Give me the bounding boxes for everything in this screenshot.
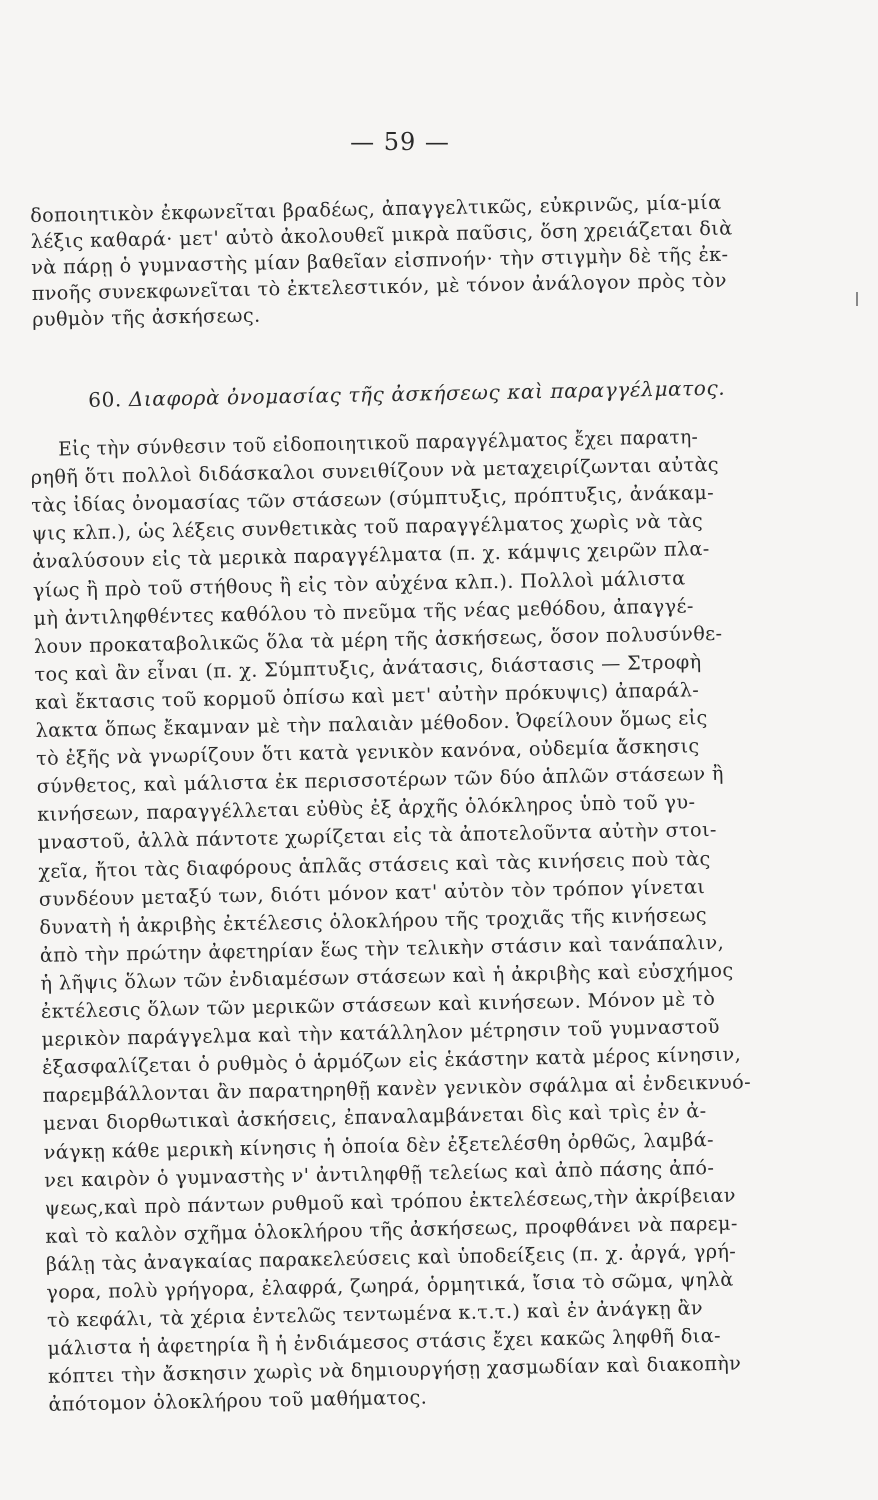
text-line: ρηθῆ ὅτι πολλοὶ διδάσκαλοι συνειθίζουν νὰ μεταχειρίζωνται αὐτὰς	[30, 452, 720, 490]
text-line: ἐξασφαλίζεται ὁ ρυθμὸς ὁ ἁρμόζων εἰς ἑκάστην κατὰ μέρος κίνησιν,	[41, 1042, 742, 1080]
text-line: τὸ ἑξῆς νὰ γνωρίζουν ὅτι κατὰ γενικὸν κανόνα, οὐδεμία ἄσκησις	[35, 734, 700, 771]
section-heading	[30, 374, 770, 412]
text-line: λουν προκαταβολικῶς ὅλα τὰ μέρη τῆς ἀσκήσεως, ὅσον πολυσύνθε-	[33, 621, 723, 658]
text-line: τὸ κεφάλι, τὰ χέρια ἐντελῶς τεντωμένα κ.τ.τ.) καὶ ἐν ἀνάγκῃ ἂν	[46, 1296, 704, 1332]
text-line: βάλῃ τὰς ἀναγκαίας παρακελεύσεις καὶ ὑποδείξεις (π. χ. ἀργά, γρή-	[45, 1239, 737, 1276]
text-line: Εἰς τὴν σύνθεσιν τοῦ εἰδοποιητικοῦ παραγγέλματος ἔχει παρατη-	[57, 425, 699, 461]
text-line: καὶ τὸ καλὸν σχῆμα ὁλοκλήρου τῆς ἀσκήσεως, προφθάνει νὰ παρεμ-	[45, 1211, 738, 1248]
text-line: μναστοῦ, ἀλλὰ πάντοτε χωρίζεται εἰς τὰ ἀποτελοῦντα αὐτὴν στοι-	[37, 818, 718, 855]
text-line: πνοῆς συνεκφωνεῖται τὸ ἐκτελεστικόν, μὲ τόνον ἀνάλογον πρὸς τὸν	[31, 268, 728, 305]
text-line: δυνατὴ ἡ ἀκριβὴς ἐκτέλεσις ὁλοκλήρου τῆς τροχιᾶς τῆς κινήσεως	[39, 902, 708, 939]
text-line: κινήσεων, παραγγέλλεται εὐθὺς ἐξ ἀρχῆς ὁλόκληρος ὑπὸ τοῦ γυ-	[37, 790, 696, 827]
text-line: καὶ ἔκτασις τοῦ κορμοῦ ὀπίσω καὶ μετ' αὐτὴν πρόκυψις) ἀπαράλ-	[34, 678, 700, 714]
text-line: ψεως,καὶ πρὸ πάντων ρυθμοῦ καὶ τρόπου ἐκτελέσεως,τὴν ἀκρίβειαν	[44, 1183, 737, 1220]
text-line: γίως ἢ πρὸ τοῦ στήθους ἢ εἰς τὸν αὐχένα κλπ.). Πολλοὶ μάλιστα	[32, 565, 686, 602]
text-line: τὰς ἰδίας ὀνομασίας τῶν στάσεων (σύμπτυξις, πρόπτυξις, ἀνάκαμ-	[31, 481, 715, 518]
text-line: ἀναλύσουν εἰς τὰ μερικὰ παραγγέλματα (π. χ. κάμψις χειρῶν πλα-	[32, 537, 710, 574]
text-line: ψις κλπ.), ὡς λέξεις συνθετικὰς τοῦ παραγγέλματος χωρὶς νὰ τὰς	[31, 509, 704, 546]
text-line: νὰ πάρῃ ὁ γυμναστὴς μίαν βαθεῖαν εἰσπνοήν· τὴν στιγμὴν δὲ τῆς ἐκ-	[30, 242, 729, 279]
text-line: δοποιητικὸν ἐκφωνεῖται βραδέως, ἀπαγγελτικῶς, εὐκρινῶς, μία-μία	[30, 190, 722, 227]
text-line: νάγκῃ κάθε μερικὴ κίνησις ἡ ὁποία δὲν ἐξετελέσθη ὀρθῶς, λαμβά-	[43, 1127, 715, 1164]
page-number: — 59 —	[350, 128, 450, 156]
section-title-text: Διαφορὰ ὀνομασίας τῆς ἀσκήσεως καὶ παραγγέλματος.	[128, 375, 726, 412]
text-line: ἀπότομον ὁλοκλήρου τοῦ μαθήματος.	[48, 1385, 428, 1417]
text-line: συνδέουν μεταξύ των, διότι μόνον κατ' αὐτὸν τὸν τρόπον γίνεται	[38, 874, 706, 911]
text-line: παρεμβάλλονται ἂν παρατηρηθῇ κανὲν γενικὸν σφάλμα αἱ ἐνδεικνυό-	[42, 1070, 752, 1108]
text-line: ἀπὸ τὴν πρώτην ἀφετηρίαν ἕως τὴν τελικὴν στάσιν καὶ τανάπαλιν,	[39, 930, 725, 967]
paragraph-1	[30, 190, 770, 331]
text-line: σύνθετος, καὶ μάλιστα ἐκ περισσοτέρων τῶν δύο ἁπλῶν στάσεων ἢ	[36, 761, 725, 799]
margin-mark	[856, 292, 858, 306]
text-line: μάλιστα ἡ ἀφετηρία ἢ ἡ ἐνδιάμεσος στάσις ἔχει κακῶς ληφθῆ δια-	[47, 1324, 722, 1361]
text-line: ἡ λῆψις ὅλων τῶν ἐνδιαμέσων στάσεων καὶ ἡ ἀκριβὴς καὶ εὐσχήμος	[40, 958, 734, 995]
text-line: λακτα ὅπως ἔκαμναν μὲ τὴν παλαιὰν μέθοδον. Ὀφείλουν ὅμως εἰς	[35, 706, 708, 742]
text-line: χεῖα, ἤτοι τὰς διαφόρους ἁπλᾶς στάσεις καὶ τὰς κινήσεις ποὺ τὰς	[38, 846, 711, 883]
section-title	[88, 375, 725, 413]
text-line: κόπτει τὴν ἄσκησιν χωρὶς νὰ δημιουργήσῃ χασμωδίαν καὶ διακοπὴν	[47, 1351, 742, 1389]
text-line: γορα, πολὺ γρήγορα, ἐλαφρά, ζωηρά, ὁρμητικά, ἴσια τὸ σῶμα, ψηλὰ	[46, 1267, 734, 1304]
text-line: μερικὸν παράγγελμα καὶ τὴν κατάλληλον μέτρησιν τοῦ γυμναστοῦ	[41, 1014, 721, 1051]
text-line: μὴ ἀντιληφθέντες καθόλου τὸ πνεῦμα τῆς νέας μεθόδου, ἀπαγγέ-	[33, 593, 694, 630]
text-line: ρυθμὸν τῆς ἀσκήσεως.	[31, 303, 261, 331]
paragraph-2	[30, 424, 770, 1417]
text-line: μεναι διορθωτικαὶ ἀσκήσεις, ἐπαναλαμβάνεται δὶς καὶ τρὶς ἐν ἀ-	[42, 1099, 707, 1136]
section-number: 60.	[88, 387, 123, 412]
text-line: ἐκτέλεσις ὅλων τῶν μερικῶν στάσεων καὶ κινήσεων. Μόνον μὲ τὸ	[40, 986, 716, 1023]
text-line: νει καιρὸν ὁ γυμναστὴς ν' ἀντιληφθῇ τελείως καὶ ἀπὸ πάσης ἀπό-	[44, 1155, 715, 1192]
text-line: τος καὶ ἂν εἶναι (π. χ. Σύμπτυξις, ἀνάτασις, διάστασις — Στροφὴ	[34, 649, 702, 686]
text-line: λέξις καθαρά· μετ' αὐτὸ ἀκολουθεῖ μικρὰ παῦσις, ὅση χρειάζεται διὰ	[30, 216, 733, 253]
